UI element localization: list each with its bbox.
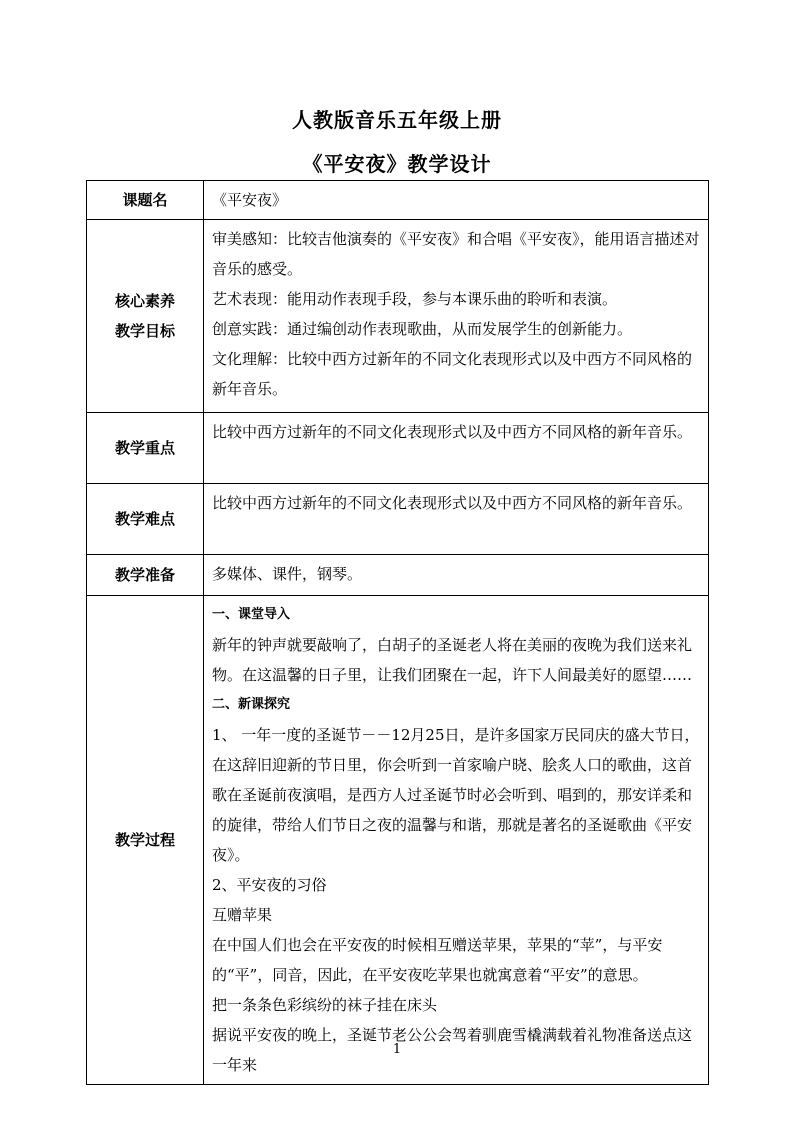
explore-item-1: 1、 一年一度的圣诞节－－12月25日，是许多国家万民同庆的盛大节日，在这辞旧迎新的节日里，你会听到一首家喻户晓、脍炙人口的歌曲，这首歌在圣诞前夜演唱，是西方人过圣诞节时必会听到、唱到的，那安详柔和的旋律，带给人们节日之夜的温馨与和谐，那就是著名的圣诞歌曲《平安夜》。 — [212, 726, 700, 864]
goal-artistic: 艺术表现：能用动作表现手段，参与本课乐曲的聆听和表演。 — [212, 290, 618, 308]
difficulty-label: 教学难点 — [87, 484, 204, 555]
table-row-focus — [87, 413, 709, 484]
topic-value: 《平安夜》 — [204, 181, 709, 220]
topic-label: 课题名 — [87, 181, 204, 220]
document-title: 人教版音乐五年级上册 — [292, 108, 502, 132]
goal-creative: 创意实践：通过编创动作表现歌曲，从而发展学生的创新能力。 — [212, 320, 633, 338]
goals-label-line1: 核心素养 — [114, 292, 175, 310]
custom-apple-text: 在中国人们也会在平安夜的时候相互赠送苹果，苹果的“苹”，与平安的“平”，同音，因此，在平安夜吃苹果也就寓意着“平安”的意思。 — [212, 936, 663, 984]
focus-value: 比较中西方过新年的不同文化表现形式以及中西方不同风格的新年音乐。 — [204, 413, 709, 484]
table-row-difficulty — [87, 484, 709, 555]
custom-apple-title: 互赠苹果 — [212, 906, 273, 924]
table-row-goals — [87, 220, 709, 413]
section-explore-title: 二、新课探究 — [212, 697, 291, 712]
table-row-process — [87, 596, 709, 1085]
process-content — [204, 596, 709, 1085]
goals-content — [204, 220, 709, 413]
goal-cultural: 文化理解：比较中西方过新年的不同文化表现形式以及中西方不同风格的新年音乐。 — [212, 350, 693, 398]
section-intro-text: 新年的钟声就要敲响了，白胡子的圣诞老人将在美丽的夜晚为我们送来礼物。在这温馨的日子里，让我们团聚在一起，许下人间最美好的愿望…… — [212, 636, 693, 684]
custom-socks-title: 把一条条色彩缤纷的袜子挂在床头 — [212, 996, 438, 1014]
difficulty-value: 比较中西方过新年的不同文化表现形式以及中西方不同风格的新年音乐。 — [204, 484, 709, 555]
goals-label — [87, 220, 204, 413]
table-row-preparation — [87, 555, 709, 596]
goals-label-line2: 教学目标 — [114, 322, 175, 340]
explore-item-2: 2、平安夜的习俗 — [212, 876, 327, 894]
goal-aesthetic: 审美感知：比较吉他演奏的《平安夜》和合唱《平安夜》，能用语言描述对音乐的感受。 — [212, 230, 700, 278]
page-number: 1 — [392, 1042, 402, 1057]
preparation-value: 多媒体、课件，钢琴。 — [204, 555, 709, 596]
lesson-plan-table — [86, 180, 709, 1085]
process-label: 教学过程 — [87, 596, 204, 1085]
document-subtitle: 《平安夜》教学设计 — [302, 152, 492, 176]
table-row-topic — [87, 181, 709, 220]
preparation-label: 教学准备 — [87, 555, 204, 596]
custom-socks-text: 据说平安夜的晚上，圣诞节老公公会驾着驯鹿雪橇满载着礼物准备送点这一年来 — [212, 1026, 693, 1074]
section-intro-title: 一、课堂导入 — [212, 607, 291, 622]
focus-label: 教学重点 — [87, 413, 204, 484]
